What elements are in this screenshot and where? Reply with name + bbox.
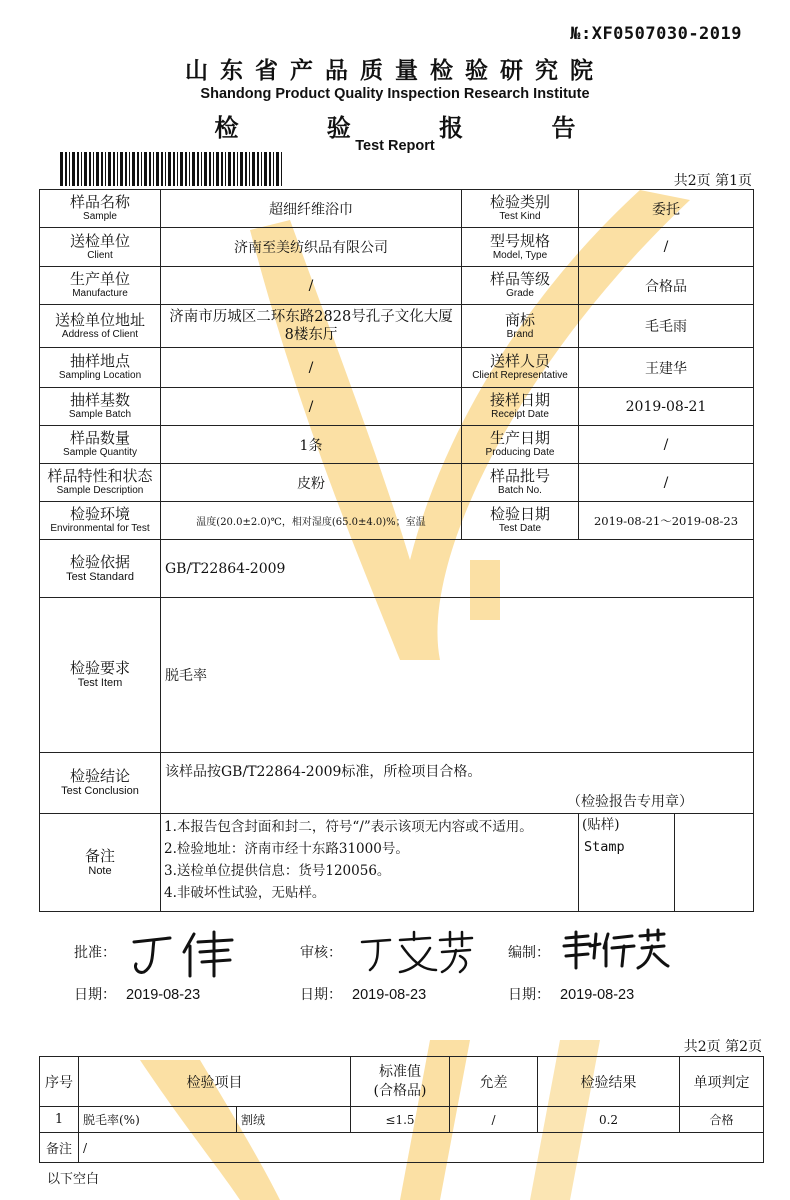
standard-row: 检验依据 Test Standard GB/T22864-2009	[40, 540, 754, 598]
approve-signature-icon	[128, 928, 248, 980]
barcode-bar	[117, 152, 118, 186]
field-label: 送检单位 Client	[40, 228, 161, 267]
field-value: /	[161, 348, 462, 388]
review-label: 审核：	[300, 945, 342, 961]
item-row: 检验要求 Test Item 脱毛率	[40, 598, 754, 753]
barcode-bar	[173, 152, 175, 186]
field-value: /	[161, 267, 462, 305]
barcode-bar	[281, 152, 282, 186]
field-value: /	[579, 464, 754, 502]
barcode-bar	[105, 152, 106, 186]
barcode-bar	[137, 152, 139, 186]
header-result: 检验结果	[538, 1057, 680, 1107]
field-label: 送样人员 Client Representative	[462, 348, 579, 388]
header-tolerance: 允差	[450, 1057, 538, 1107]
note-line: 4.非破坏性试验，无贴样。	[164, 885, 326, 901]
row-standard: ≤1.5	[351, 1107, 450, 1133]
field-label: 抽样地点 Sampling Location	[40, 348, 161, 388]
barcode-bar	[264, 152, 267, 186]
field-label: 样品名称 Sample	[40, 190, 161, 228]
results-row	[40, 1107, 764, 1133]
blank-below-note: 以下空白	[47, 1172, 100, 1187]
field-label: 送检单位地址 Address of Client	[40, 305, 161, 348]
field-label: 检验类别 Test Kind	[462, 190, 579, 228]
row-sub: 割绒	[237, 1107, 351, 1133]
barcode-bar	[216, 152, 219, 186]
barcode-bar	[69, 152, 70, 186]
field-label: 样品批号 Batch No.	[462, 464, 579, 502]
paste-label: (贴样)	[582, 817, 620, 833]
barcode-bar	[237, 152, 238, 186]
field-label: 样品等级 Grade	[462, 267, 579, 305]
info-row	[40, 464, 754, 502]
barcode-bar	[269, 152, 271, 186]
field-value: 皮粉	[161, 464, 462, 502]
field-value: 委托	[579, 190, 754, 228]
standard-value: GB/T22864-2009	[161, 540, 754, 598]
field-label: 商标 Brand	[462, 305, 579, 348]
barcode-bar	[65, 152, 67, 186]
barcode-bar	[144, 152, 147, 186]
field-value: /	[161, 388, 462, 426]
field-label: 样品特性和状态 Sample Description	[40, 464, 161, 502]
barcode-bar	[89, 152, 91, 186]
barcode-bar	[185, 152, 187, 186]
conclusion-text: 该样品按GB/T22864-2009标准，所检项目合格。	[165, 764, 482, 780]
header-standard: 标准值 (合格品)	[351, 1057, 450, 1107]
barcode-bar	[156, 152, 159, 186]
barcode-bar	[93, 152, 94, 186]
info-row	[40, 228, 754, 267]
barcode-bar	[168, 152, 171, 186]
barcode-bar	[153, 152, 154, 186]
field-label: 型号规格 Model, Type	[462, 228, 579, 267]
info-row	[40, 426, 754, 464]
compile-signature-icon	[560, 928, 670, 972]
row-judge: 合格	[680, 1107, 764, 1133]
barcode-bar	[108, 152, 111, 186]
field-value: 超细纤维浴巾	[161, 190, 462, 228]
barcode-bar	[257, 152, 259, 186]
field-value: 合格品	[579, 267, 754, 305]
compile-date: 2019-08-23	[560, 987, 635, 1003]
field-label: 样品数量 Sample Quantity	[40, 426, 161, 464]
barcode-bar	[161, 152, 163, 186]
barcode-bar	[129, 152, 130, 186]
barcode-bar	[180, 152, 183, 186]
note-line: 2.检验地址：济南市经十东路31000号。	[164, 841, 409, 857]
header-judge: 单项判定	[680, 1057, 764, 1107]
field-value: 2019-08-21	[579, 388, 754, 426]
paste-stamp: Stamp	[584, 839, 625, 855]
note-line: 3.送检单位提供信息：货号120056。	[164, 863, 391, 879]
row-no: 1	[40, 1107, 79, 1133]
field-value: 济南市历城区二环东路2828号孔子文化大厦8楼东厅	[161, 305, 462, 348]
barcode-bar	[276, 152, 279, 186]
field-label: 检验环境 Environmental for Test	[40, 502, 161, 540]
info-row	[40, 348, 754, 388]
conclusion-row: 检验结论 Test Conclusion 该样品按GB/T22864-2009标准，所检项目合格。 （检验报告专用章）	[40, 753, 754, 814]
info-row	[40, 190, 754, 228]
barcode-bar	[209, 152, 211, 186]
field-value: /	[579, 228, 754, 267]
row-item: 脱毛率(%)	[79, 1107, 237, 1133]
date-label: 日期：	[74, 987, 116, 1003]
barcode-bar	[252, 152, 255, 186]
barcode-bar	[225, 152, 226, 186]
field-label: 生产单位 Manufacture	[40, 267, 161, 305]
barcode-bar	[249, 152, 250, 186]
remark-row	[40, 1133, 764, 1163]
barcode-bar	[201, 152, 202, 186]
approve-date: 2019-08-23	[126, 987, 201, 1003]
date-label: 日期：	[508, 987, 550, 1003]
barcode-bar	[141, 152, 142, 186]
barcode-bar	[113, 152, 115, 186]
info-row	[40, 388, 754, 426]
barcode-bar	[221, 152, 223, 186]
field-value: 温度(20.0±2.0)℃，相对湿度(65.0±4.0)%；室温	[161, 502, 462, 540]
barcode-bar	[125, 152, 127, 186]
field-label: 接样日期 Receipt Date	[462, 388, 579, 426]
barcode-bar	[77, 152, 79, 186]
barcode-icon	[60, 152, 282, 186]
info-row	[40, 502, 754, 540]
field-value: 毛毛雨	[579, 305, 754, 348]
barcode-bar	[273, 152, 274, 186]
report-number: №:XF0507030-2019	[570, 24, 742, 44]
barcode-bar	[240, 152, 243, 186]
barcode-bar	[233, 152, 235, 186]
stamp-note: （检验报告专用章）	[567, 794, 693, 810]
barcode-bar	[213, 152, 214, 186]
field-label: 抽样基数 Sample Batch	[40, 388, 161, 426]
field-value: 济南至美纺织品有限公司	[161, 228, 462, 267]
barcode-bar	[197, 152, 199, 186]
field-value: /	[579, 426, 754, 464]
barcode-bar	[261, 152, 262, 186]
note-row: 备注 Note 1.本报告包含封面和封二，符号“/”表示该项无内容或不适用。 2.检验地址：济南市经十东路31000号。 3.送检单位提供信息：货号120056。 4.非破坏性试验，无贴样。 (贴样) Stamp	[40, 814, 754, 912]
field-value: 王建华	[579, 348, 754, 388]
barcode-bar	[120, 152, 123, 186]
review-signature-icon	[356, 930, 476, 976]
institute-name-cn: 山东省产品质量检验研究院	[185, 57, 605, 84]
barcode-bar	[192, 152, 195, 186]
barcode-bar	[60, 152, 63, 186]
approve-label: 批准：	[74, 945, 116, 961]
barcode-bar	[245, 152, 247, 186]
remark-value: /	[79, 1133, 764, 1163]
header-item: 检验项目	[79, 1057, 351, 1107]
barcode-bar	[132, 152, 135, 186]
review-date: 2019-08-23	[352, 987, 427, 1003]
row-result: 0.2	[538, 1107, 680, 1133]
row-tolerance: /	[450, 1107, 538, 1133]
barcode-bar	[189, 152, 190, 186]
page-info: 共2页 第1页	[673, 173, 752, 189]
report-info-table	[39, 189, 754, 912]
barcode-bar	[204, 152, 207, 186]
report-title-cn: 检 验 报 告	[214, 113, 616, 142]
info-row	[40, 267, 754, 305]
field-label: 检验日期 Test Date	[462, 502, 579, 540]
barcode-bar	[96, 152, 99, 186]
institute-name-en: Shandong Product Quality Inspection Research Institute	[200, 86, 590, 102]
barcode-bar	[228, 152, 231, 186]
field-value: 2019-08-21～2019-08-23	[579, 502, 754, 540]
barcode-bar	[177, 152, 178, 186]
note-line: 1.本报告包含封面和封二，符号“/”表示该项无内容或不适用。	[164, 819, 533, 835]
barcode-bar	[81, 152, 82, 186]
barcode-bar	[72, 152, 75, 186]
results-table	[39, 1056, 764, 1163]
barcode-bar	[165, 152, 166, 186]
page2-info: 共2页 第2页	[683, 1039, 762, 1055]
barcode-bar	[84, 152, 87, 186]
report-title-en: Test Report	[355, 138, 435, 154]
item-value: 脱毛率	[161, 598, 754, 753]
barcode-bar	[149, 152, 151, 186]
header-no: 序号	[40, 1057, 79, 1107]
date-label: 日期：	[300, 987, 342, 1003]
remark-label: 备注	[40, 1133, 79, 1163]
info-row	[40, 305, 754, 348]
barcode-bar	[101, 152, 103, 186]
results-header-row	[40, 1057, 764, 1107]
field-value: 1条	[161, 426, 462, 464]
field-label: 生产日期 Producing Date	[462, 426, 579, 464]
compile-label: 编制：	[508, 945, 550, 961]
